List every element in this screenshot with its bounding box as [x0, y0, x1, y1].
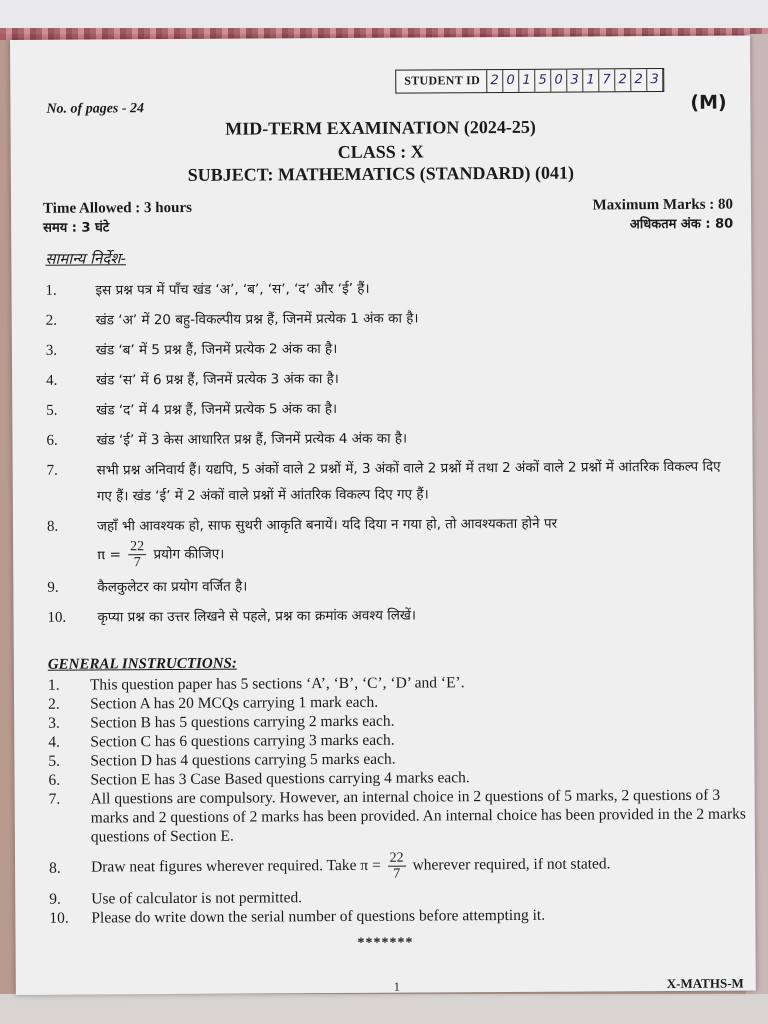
max-marks-en: Maximum Marks : 80 — [592, 196, 734, 214]
item-text: Section A has 20 MCQs carrying 1 mark each. — [90, 693, 379, 713]
exam-paper — [10, 35, 756, 995]
item-number: 8. — [46, 518, 59, 535]
item-text-tail: wherever required, if not stated. — [412, 855, 611, 874]
item-number: 2. — [45, 312, 58, 329]
item-text: खंड ‘द’ में 4 प्रश्न हैं, जिनमें प्रत्येक 5 अंक का है। — [96, 401, 338, 419]
fraction-numerator: 22 — [128, 539, 146, 555]
item-number: 9. — [47, 579, 59, 596]
item-text: खंड ‘ई’ में 3 केस आधारित प्रश्न हैं, जिनमें प्रत्येक 4 अंक का है। — [96, 430, 408, 449]
list-item — [49, 905, 749, 928]
item-text: This question paper has 5 sections ‘A’, ‘B’, ‘C’, ‘D’ and ‘E’. — [89, 674, 465, 694]
student-id-digit: 0 — [503, 70, 519, 92]
student-id-digit: 3 — [567, 70, 583, 92]
pi-fraction — [388, 851, 406, 882]
pi-fraction — [128, 539, 146, 570]
exam-title: MID-TERM EXAMINATION (2024-25) — [225, 116, 536, 139]
max-marks-hi: अधिकतम अंक : 80 — [629, 216, 734, 233]
item-text: जहाँ भी आवश्यक हो, साफ सुथरी आकृति बनायें। यदि दिया न गया हो, तो आवश्यकता होने पर — [96, 515, 558, 535]
student-id-digit: 0 — [551, 70, 567, 92]
list-item — [47, 510, 737, 571]
list-item — [46, 334, 736, 364]
subject-title: SUBJECT: MATHEMATICS (STANDARD) (041) — [187, 162, 574, 185]
page-count: No. of pages - 24 — [46, 101, 145, 117]
item-number: 1. — [47, 676, 60, 694]
list-item — [46, 304, 736, 334]
item-text: सभी प्रश्न अनिवार्य हैं। यद्यपि, 5 अंकों वाले 2 प्रश्नों में, 3 अंकों वाले 2 प्रश्नों में तथा 2 अंकों वाले 2 प्रश्नों में आंतरिक विकल्प दिए गए हैं। खंड ‘ई’ में 2 अंकों वाले प्रश्नों में आंतरिक विकल्प दिए गए हैं। — [96, 458, 721, 505]
item-number: 8. — [49, 859, 61, 877]
paper-code: X-MATHS-M — [666, 975, 744, 992]
student-id-digit: 1 — [583, 69, 599, 91]
item-text: Section B has 5 questions carrying 2 marks each. — [90, 712, 395, 732]
hindi-instructions-heading: सामान्य निर्देश- — [45, 249, 126, 268]
paper-set: (M) — [690, 91, 727, 114]
list-item — [45, 274, 735, 304]
item-number: 3. — [45, 342, 58, 359]
end-stars: ******* — [357, 935, 414, 951]
student-id-cells — [487, 69, 663, 92]
item-number: 9. — [49, 890, 61, 908]
item-number: 7. — [46, 462, 58, 479]
marks-info — [593, 196, 734, 235]
fraction-denominator: 7 — [133, 555, 141, 571]
fraction-numerator: 22 — [388, 851, 406, 867]
english-instructions-list — [48, 672, 750, 928]
fraction-denominator: 7 — [393, 866, 401, 882]
english-instructions-heading: GENERAL INSTRUCTIONS: — [47, 655, 237, 673]
item-text: कृप्या प्रश्न का उत्तर लिखने से पहले, प्रश्न का क्रमांक अवश्य लिखें। — [97, 607, 417, 626]
list-item — [46, 424, 736, 454]
item-text: खंड ‘अ’ में 20 बहु-विकल्पीय प्रश्न हैं, जिनमें प्रत्येक 1 अंक का है। — [95, 310, 419, 329]
student-id-digit: 7 — [599, 69, 615, 91]
item-text: Section D has 4 questions carrying 5 marks each. — [90, 750, 396, 770]
list-item — [47, 571, 737, 601]
list-item — [49, 786, 749, 847]
list-item — [46, 394, 736, 424]
item-number: 1. — [45, 282, 57, 299]
student-id-box — [395, 68, 664, 94]
item-number: 7. — [48, 790, 61, 808]
item-number: 2. — [48, 695, 60, 713]
item-text-8 — [91, 849, 749, 884]
list-item — [47, 601, 737, 631]
item-text: Section E has 3 Case Based questions carrying 4 marks each. — [90, 769, 470, 789]
item-number: 6. — [46, 432, 58, 449]
student-id-digit: 3 — [647, 69, 663, 91]
student-id-digit: 2 — [631, 69, 647, 91]
item-text: Section C has 6 questions carrying 3 marks each. — [90, 731, 395, 751]
desk-background-bottom — [0, 994, 768, 1024]
time-allowed-hi: समय : 3 घंटे — [43, 220, 110, 236]
time-allowed-en: Time Allowed : 3 hours — [42, 199, 192, 217]
item-number: 10. — [49, 909, 69, 927]
pi-label: π = — [97, 546, 121, 563]
item-number: 4. — [46, 372, 58, 389]
item-text: खंड ‘स’ में 6 प्रश्न हैं, जिनमें प्रत्येक 3 अंक का है। — [96, 370, 339, 389]
desk-background-top — [0, 0, 768, 34]
item-number: 6. — [48, 771, 61, 789]
item-text: कैलकुलेटर का प्रयोग वर्जित है। — [97, 578, 248, 596]
class-title: CLASS : X — [337, 141, 424, 163]
item-number: 4. — [48, 733, 60, 751]
item-text: Please do write down the serial number of questions before attempting it. — [91, 906, 546, 927]
list-item — [46, 364, 736, 394]
item-number: 3. — [48, 714, 60, 732]
item-text: Draw neat figures wherever required. Take π = — [91, 856, 381, 876]
student-id-label: STUDENT ID — [396, 70, 487, 93]
student-id-digit: 5 — [535, 70, 551, 92]
list-item — [49, 849, 749, 884]
item-text: Use of calculator is not permitted. — [91, 889, 303, 908]
hindi-instructions-list — [45, 274, 737, 635]
list-item — [47, 454, 737, 510]
item-text: All questions are compulsory. However, an internal choice in 2 questions of 5 marks, 2 questions of 3 marks and 2 questions of 2 marks has been provided. An internal choice has been provided in the 2 marks questions of Section E. — [90, 786, 746, 846]
student-id-digit: 2 — [487, 70, 503, 92]
page-number: 1 — [393, 979, 400, 994]
item-number: 5. — [48, 752, 61, 770]
student-id-digit: 2 — [615, 69, 631, 91]
time-info — [43, 199, 192, 238]
student-id-digit: 1 — [519, 70, 535, 92]
item-text-tail: प्रयोग कीजिए। — [153, 546, 225, 563]
item-number: 5. — [46, 402, 58, 419]
item-text: इस प्रश्न पत्र में पाँच खंड ‘अ’, ‘ब’, ‘स’, ‘द’ और ‘ई’ हैं। — [95, 280, 370, 299]
item-number: 10. — [47, 609, 67, 626]
item-text: खंड ‘ब’ में 5 प्रश्न हैं, जिनमें प्रत्येक 2 अंक का है। — [95, 341, 338, 359]
item-text-8 — [97, 510, 737, 571]
